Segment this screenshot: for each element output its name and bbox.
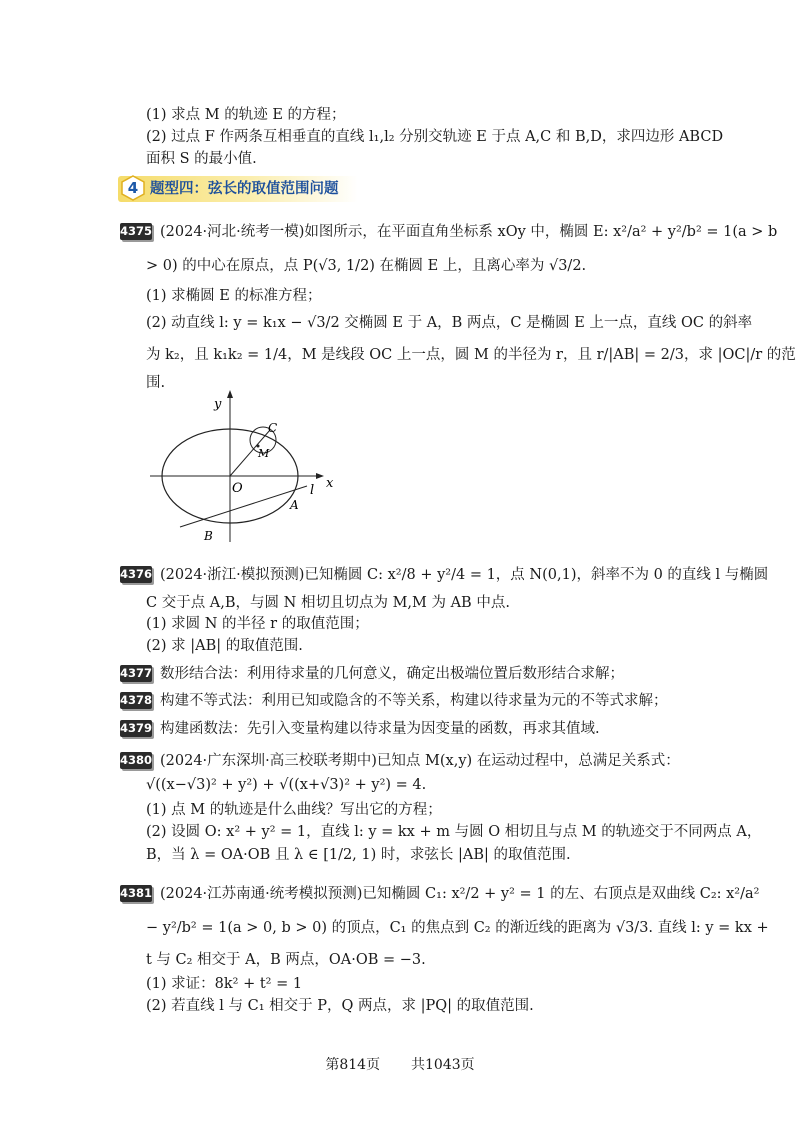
top-line-1: (1) 求点 M 的轨迹 E 的方程； <box>146 107 346 123</box>
problem-4380-line-3: (1) 点 M 的轨迹是什么曲线？写出它的方程； <box>146 802 442 818</box>
problem-4380-line-4: (2) 设圆 O: x² + y² = 1，直线 l: y = kx + m 与圆 O 相切且与点 M 的轨迹交于不同两点 A， <box>146 824 762 840</box>
section-number: 4 <box>127 179 139 197</box>
label-b: B <box>204 529 213 543</box>
problem-badge-4377: 4377 <box>120 666 153 680</box>
problem-badge-4379: 4379 <box>120 721 153 735</box>
page-footer <box>0 1054 800 1074</box>
label-x: x <box>326 476 334 491</box>
problem-4381-line-1: (2024·江苏南通·统考模拟预测)已知椭圆 C₁: x²/2 + y² = 1 的左、右顶点是双曲线 C₂: x²/a² <box>160 886 760 902</box>
page-total: 共1043页 <box>411 1057 475 1073</box>
ellipse-figure <box>150 382 350 552</box>
problem-4376-line-2: C 交于点 A,B，与圆 N 相切且切点为 M,M 为 AB 中点. <box>146 595 510 611</box>
problem-4376-line-4: (2) 求 |AB| 的取值范围. <box>146 638 303 654</box>
page-number: 第814页 <box>325 1057 381 1073</box>
problem-4375-line-2: > 0) 的中心在原点，点 P(√3, 1/2) 在椭圆 E 上，且离心率为 √3/2. <box>146 258 587 274</box>
problem-4380-line-5: B，当 λ = OA·OB 且 λ ∈ [1/2, 1) 时，求弦长 |AB| 的取值范围. <box>146 847 571 863</box>
problem-4375-line-5: 为 k₂，且 k₁k₂ = 1/4，M 是线段 OC 上一点，圆 M 的半径为 r，且 r/|AB| = 2/3，求 |OC|/r 的范 <box>146 347 796 363</box>
problem-4380-line-1: (2024·广东深圳·高三校联考期中)已知点 M(x,y) 在运动过程中，总满足关系式： <box>160 753 680 769</box>
problem-4375-line-4: (2) 动直线 l: y = k₁x − √3/2 交椭圆 E 于 A，B 两点，C 是椭圆 E 上一点，直线 OC 的斜率 <box>146 315 753 331</box>
label-c: C <box>268 421 278 435</box>
problem-4378-line-1: 构建不等式法：利用已知或隐含的不等关系，构建以待求量为元的不等式求解； <box>160 693 668 709</box>
problem-4379-line-1: 构建函数法：先引入变量构建以待求量为因变量的函数，再求其值域. <box>160 721 600 737</box>
problem-4375-line-1: (2024·河北·统考一模)如图所示，在平面直角坐标系 xOy 中，椭圆 E: x²/a² + y²/b² = 1(a > b <box>160 224 778 240</box>
label-m: M <box>258 447 270 460</box>
problem-4375-line-3: (1) 求椭圆 E 的标准方程； <box>146 288 322 304</box>
problem-4376-line-3: (1) 求圆 N 的半径 r 的取值范围； <box>146 616 369 632</box>
top-line-2: (2) 过点 F 作两条互相垂直的直线 l₁,l₂ 分别交轨迹 E 于点 A,C 和 B,D，求四边形 ABCD <box>146 129 724 145</box>
label-y: y <box>214 397 222 412</box>
problem-badge-4376: 4376 <box>120 567 153 581</box>
problem-badge-4380: 4380 <box>120 753 153 767</box>
problem-4376-line-1: (2024·浙江·模拟预测)已知椭圆 C: x²/8 + y²/4 = 1，点 N(0,1)，斜率不为 0 的直线 l 与椭圆 <box>160 567 769 583</box>
section-title: 题型四：弦长的取值范围问题 <box>150 181 339 197</box>
problem-4381-line-4: (1) 求证：8k² + t² = 1 <box>146 976 303 992</box>
problem-badge-4381: 4381 <box>120 886 153 900</box>
label-o: O <box>232 481 243 496</box>
problem-4377-line-1: 数形结合法：利用待求量的几何意义，确定出极端位置后数形结合求解； <box>160 666 624 682</box>
problem-4381-line-5: (2) 若直线 l 与 C₁ 相交于 P，Q 两点，求 |PQ| 的取值范围. <box>146 998 534 1014</box>
problem-4381-line-2: − y²/b² = 1(a > 0, b > 0) 的顶点，C₁ 的焦点到 C₂ 的渐近线的距离为 √3/3. 直线 l: y = kx + <box>146 920 769 936</box>
problem-4375-line-6: 围. <box>146 375 166 391</box>
line-l <box>180 486 307 527</box>
problem-badge-4375: 4375 <box>120 224 153 238</box>
label-l: l <box>310 483 315 498</box>
x-axis-arrow-icon <box>316 473 324 479</box>
y-axis-arrow-icon <box>227 390 233 398</box>
top-line-3: 面积 S 的最小值. <box>146 151 257 167</box>
problem-badge-4378: 4378 <box>120 693 153 707</box>
problem-4381-line-3: t 与 C₂ 相交于 A，B 两点，OA·OB = −3. <box>146 952 426 968</box>
label-a: A <box>290 498 299 512</box>
problem-4380-line-2: √((x−√3)² + y²) + √((x+√3)² + y²) = 4. <box>146 777 427 793</box>
